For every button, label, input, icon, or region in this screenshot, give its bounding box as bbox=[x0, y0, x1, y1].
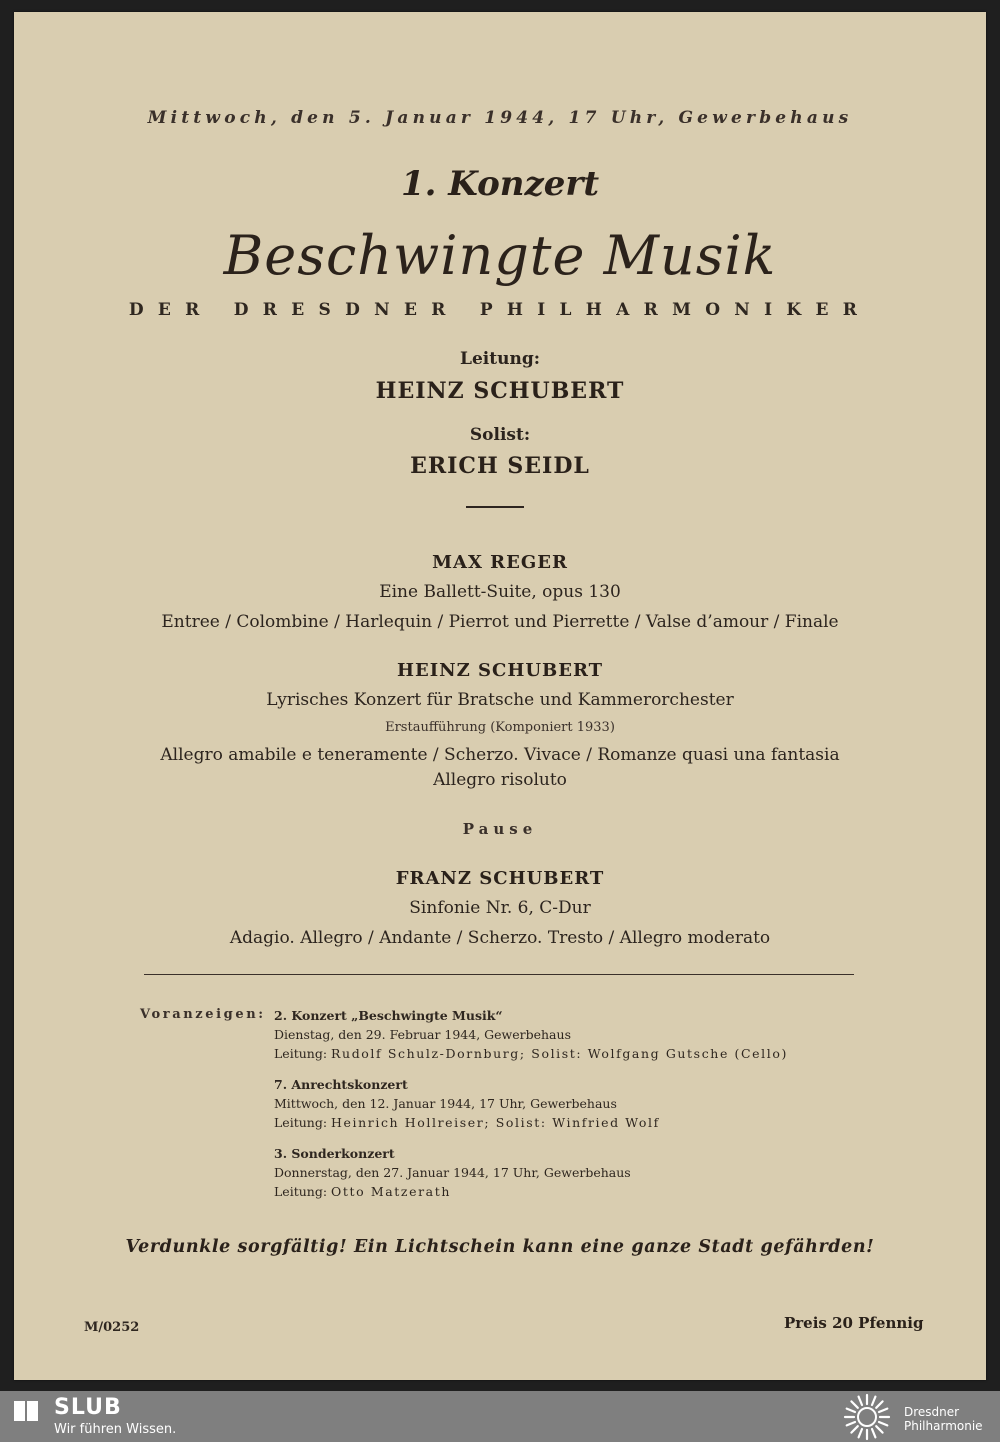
partner-line-2: Philharmonie bbox=[904, 1419, 983, 1433]
slub-tagline: Wir führen Wissen. bbox=[54, 1422, 177, 1437]
program-sheet bbox=[14, 12, 986, 1380]
partner-logo-text[interactable] bbox=[904, 1405, 983, 1433]
announcement-date: Mittwoch, den 12. Januar 1944, 17 Uhr, Gewerbehaus bbox=[274, 1096, 617, 1111]
announcement-credits-label: Leitung: bbox=[274, 1184, 328, 1199]
date-line: Mittwoch, den 5. Januar 1944, 17 Uhr, Gewerbehaus bbox=[147, 108, 853, 128]
soloist-name: ERICH SEIDL bbox=[410, 453, 590, 479]
announcement-item bbox=[274, 1075, 660, 1132]
announcement-credits: Heinrich Hollreiser; Solist: Winfried Wolf bbox=[331, 1115, 660, 1130]
announcement-title: 2. Konzert „Beschwingte Musik“ bbox=[274, 1008, 503, 1023]
announcement-title: 7. Anrechtskonzert bbox=[274, 1077, 408, 1092]
intermission: Pause bbox=[462, 820, 538, 838]
composer-reger: MAX REGER bbox=[432, 552, 568, 573]
announcement-date: Dienstag, den 29. Februar 1944, Gewerbehaus bbox=[274, 1027, 571, 1042]
announcement-credits-label: Leitung: bbox=[274, 1046, 328, 1061]
work-franz-schubert: Sinfonie Nr. 6, C-Dur bbox=[409, 898, 591, 918]
partner-line-1: Dresdner bbox=[904, 1405, 960, 1419]
catalog-code: M/0252 bbox=[84, 1320, 140, 1335]
conductor-label: Leitung: bbox=[460, 349, 540, 369]
announcement-date: Donnerstag, den 27. Januar 1944, 17 Uhr, Gewerbehaus bbox=[274, 1165, 631, 1180]
composer-heinz-schubert: HEINZ SCHUBERT bbox=[396, 660, 603, 681]
movements-reger: Entree / Colombine / Harlequin / Pierrot und Pierrette / Valse d’amour / Finale bbox=[161, 612, 839, 632]
divider-short bbox=[466, 506, 524, 508]
blackout-warning: Verdunkle sorgfältig! Ein Lichtschein kann eine ganze Stadt gefährden! bbox=[125, 1237, 875, 1257]
work-heinz-schubert: Lyrisches Konzert für Bratsche und Kammerorchester bbox=[266, 690, 734, 710]
book-icon bbox=[12, 1397, 40, 1425]
announcement-credits: Otto Matzerath bbox=[331, 1184, 451, 1199]
premiere-note: Erstaufführung (Komponiert 1933) bbox=[385, 720, 615, 735]
series-title: Beschwingte Musik bbox=[223, 224, 777, 287]
movements-franz-schubert: Adagio. Allegro / Andante / Scherzo. Tresto / Allegro moderato bbox=[229, 928, 771, 948]
soloist-label: Solist: bbox=[469, 425, 531, 445]
conductor-name: HEINZ SCHUBERT bbox=[375, 378, 625, 404]
movements-heinz-schubert-2: Allegro risoluto bbox=[433, 770, 567, 790]
footer-bar bbox=[0, 1391, 1000, 1442]
divider-long bbox=[144, 974, 854, 975]
composer-franz-schubert: FRANZ SCHUBERT bbox=[395, 868, 605, 889]
price: Preis 20 Pfennig bbox=[784, 1314, 924, 1332]
work-reger: Eine Ballett-Suite, opus 130 bbox=[379, 582, 621, 602]
announcement-credits: Rudolf Schulz-Dornburg; Solist: Wolfgang Gutsche (Cello) bbox=[331, 1046, 788, 1061]
concert-number: 1. Konzert bbox=[400, 164, 600, 204]
sunburst-icon bbox=[842, 1392, 892, 1442]
slub-logo-text[interactable]: SLUB bbox=[54, 1395, 122, 1420]
announcement-title: 3. Sonderkonzert bbox=[274, 1146, 395, 1161]
announcements-label: Voranzeigen: bbox=[140, 1007, 266, 1022]
orchestra-name: DER DRESDNER PHILHARMONIKER bbox=[128, 300, 872, 320]
movements-heinz-schubert: Allegro amabile e teneramente / Scherzo. Vivace / Romanze quasi una fantasia bbox=[160, 745, 840, 765]
announcement-credits-label: Leitung: bbox=[274, 1115, 328, 1130]
announcement-item bbox=[274, 1006, 788, 1063]
announcement-item bbox=[274, 1144, 631, 1201]
